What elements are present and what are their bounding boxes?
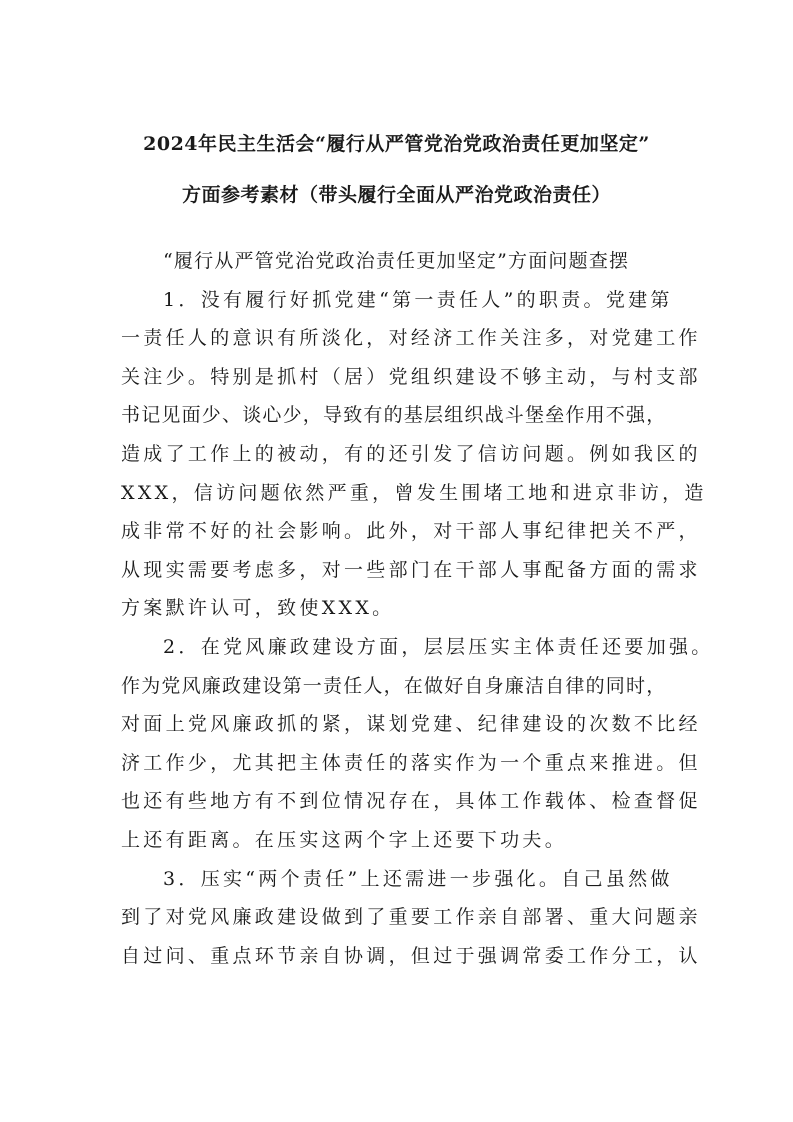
body-line: 也还有些地方有不到位情况存在，具体工作载体、检查督促 [121, 790, 701, 813]
body-line: 3．压实“两个责任”上还需进一步强化。自己虽然做 [163, 867, 673, 890]
body-line: 自过问、重点环节亲自协调，但过于强调常委工作分工，认 [121, 944, 701, 967]
body-line: 书记见面少、谈心少，导致有的基层组织战斗堡垒作用不强， [121, 404, 667, 427]
body-line: 济工作少，尤其把主体责任的落实作为一个重点来推进。但 [121, 751, 701, 774]
body-line: 到了对党风廉政建设做到了重要工作亲自部署、重大问题亲 [121, 906, 701, 929]
body-line: 1．没有履行好抓党建“第一责任人”的职责。党建第 [163, 288, 673, 311]
section-heading: “履行从严管党治党政治责任更加坚定”方面问题查摆 [163, 250, 630, 272]
body-line: 成非常不好的社会影响。此外，对干部人事纪律把关不严， [121, 520, 701, 543]
body-line: 一责任人的意识有所淡化，对经济工作关注多，对党建工作 [121, 327, 701, 350]
body-line: 关注少。特别是抓村（居）党组织建设不够主动，与村支部 [121, 365, 701, 388]
body-line: 方案默许认可，致使XXX。 [121, 597, 395, 620]
body-line: XXX，信访问题依然严重，曾发生围堵工地和进京非访，造 [121, 481, 707, 504]
body-line: 对面上党风廉政抓的紧，谋划党建、纪律建设的次数不比经 [121, 713, 701, 736]
document-body [121, 242, 714, 975]
body-line: 2．在党风廉政建设方面，层层压实主体责任还要加强。 [163, 635, 714, 658]
body-line: 造成了工作上的被动，有的还引发了信访问题。例如我区的 [121, 442, 701, 465]
body-line: 作为党风廉政建设第一责任人，在做好自身廉洁自律的同时， [121, 674, 667, 697]
document-title-line-2: 方面参考素材（带头履行全面从严治党政治责任） [181, 184, 611, 206]
document-title-line-1: 2024年民主生活会“履行从严管党治党政治责任更加坚定” [143, 133, 650, 155]
body-line: 上还有距离。在压实这两个字上还要下功夫。 [121, 828, 568, 851]
body-line: 从现实需要考虑多，对一些部门在干部人事配备方面的需求 [121, 558, 701, 581]
